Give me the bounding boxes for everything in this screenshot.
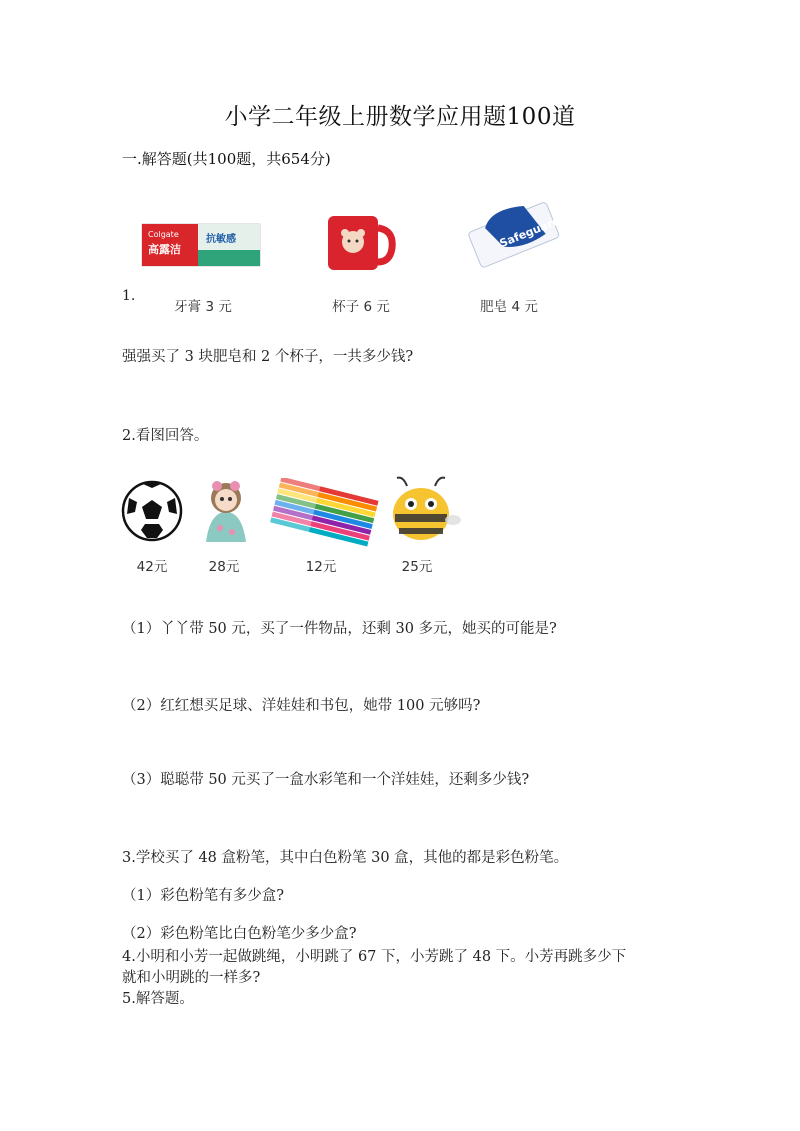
toothpaste-name: 高露洁	[148, 243, 181, 256]
q3-sub2: （2）彩色粉笔比白色粉笔少多少盒?	[122, 926, 357, 942]
page-title: 小学二年级上册数学应用题100道	[224, 104, 576, 130]
q5-text: 5.解答题。	[122, 991, 194, 1007]
q4-line1: 4.小明和小芳一起做跳绳，小明跳了 67 下，小芳跳了 48 下。小芳再跳多少下	[122, 949, 627, 965]
mug-caption: 杯子 6 元	[332, 299, 390, 315]
backpack-caption: 25元	[401, 559, 433, 575]
toothpaste-brand: Colgate	[148, 230, 179, 239]
toothpaste-label: 抗敏感	[206, 234, 236, 245]
section-heading: 一.解答题(共100题，共654分)	[122, 150, 331, 168]
toothpaste-caption: 牙膏 3 元	[174, 299, 232, 315]
q2-heading: 2.看图回答。	[122, 428, 209, 444]
q3-sub1: （1）彩色粉笔有多少盒?	[122, 888, 284, 904]
toothpaste-icon	[140, 220, 262, 270]
q2-sub3: （3）聪聪带 50 元买了一盒水彩笔和一个洋娃娃，还剩多少钱?	[122, 772, 530, 788]
q4-line2: 就和小明跳的一样多?	[122, 970, 261, 986]
q2-sub2: （2）红红想买足球、洋娃娃和书包，她带 100 元够吗?	[122, 698, 481, 714]
q3-text: 3.学校买了 48 盒粉笔，其中白色粉笔 30 盒，其他的都是彩色粉笔。	[122, 850, 569, 866]
doll-caption: 28元	[208, 559, 240, 575]
q1-question: 强强买了 3 块肥皂和 2 个杯子，一共多少钱?	[122, 349, 414, 365]
soccer-ball-caption: 42元	[136, 559, 168, 575]
q2-sub1: （1）丫丫带 50 元，买了一件物品，还剩 30 多元，她买的可能是?	[122, 621, 557, 637]
bee-backpack-icon	[383, 474, 463, 546]
soap-icon	[463, 188, 563, 278]
soap-brand: Safeguard	[497, 214, 563, 251]
red-mug-icon	[324, 212, 396, 274]
soap-caption: 肥皂 4 元	[480, 299, 538, 315]
doll-icon	[190, 476, 262, 544]
watercolor-pens-icon	[268, 478, 380, 548]
pens-caption: 12元	[305, 559, 337, 575]
q1-number: 1.	[122, 288, 136, 304]
soccer-ball-icon	[121, 480, 183, 542]
